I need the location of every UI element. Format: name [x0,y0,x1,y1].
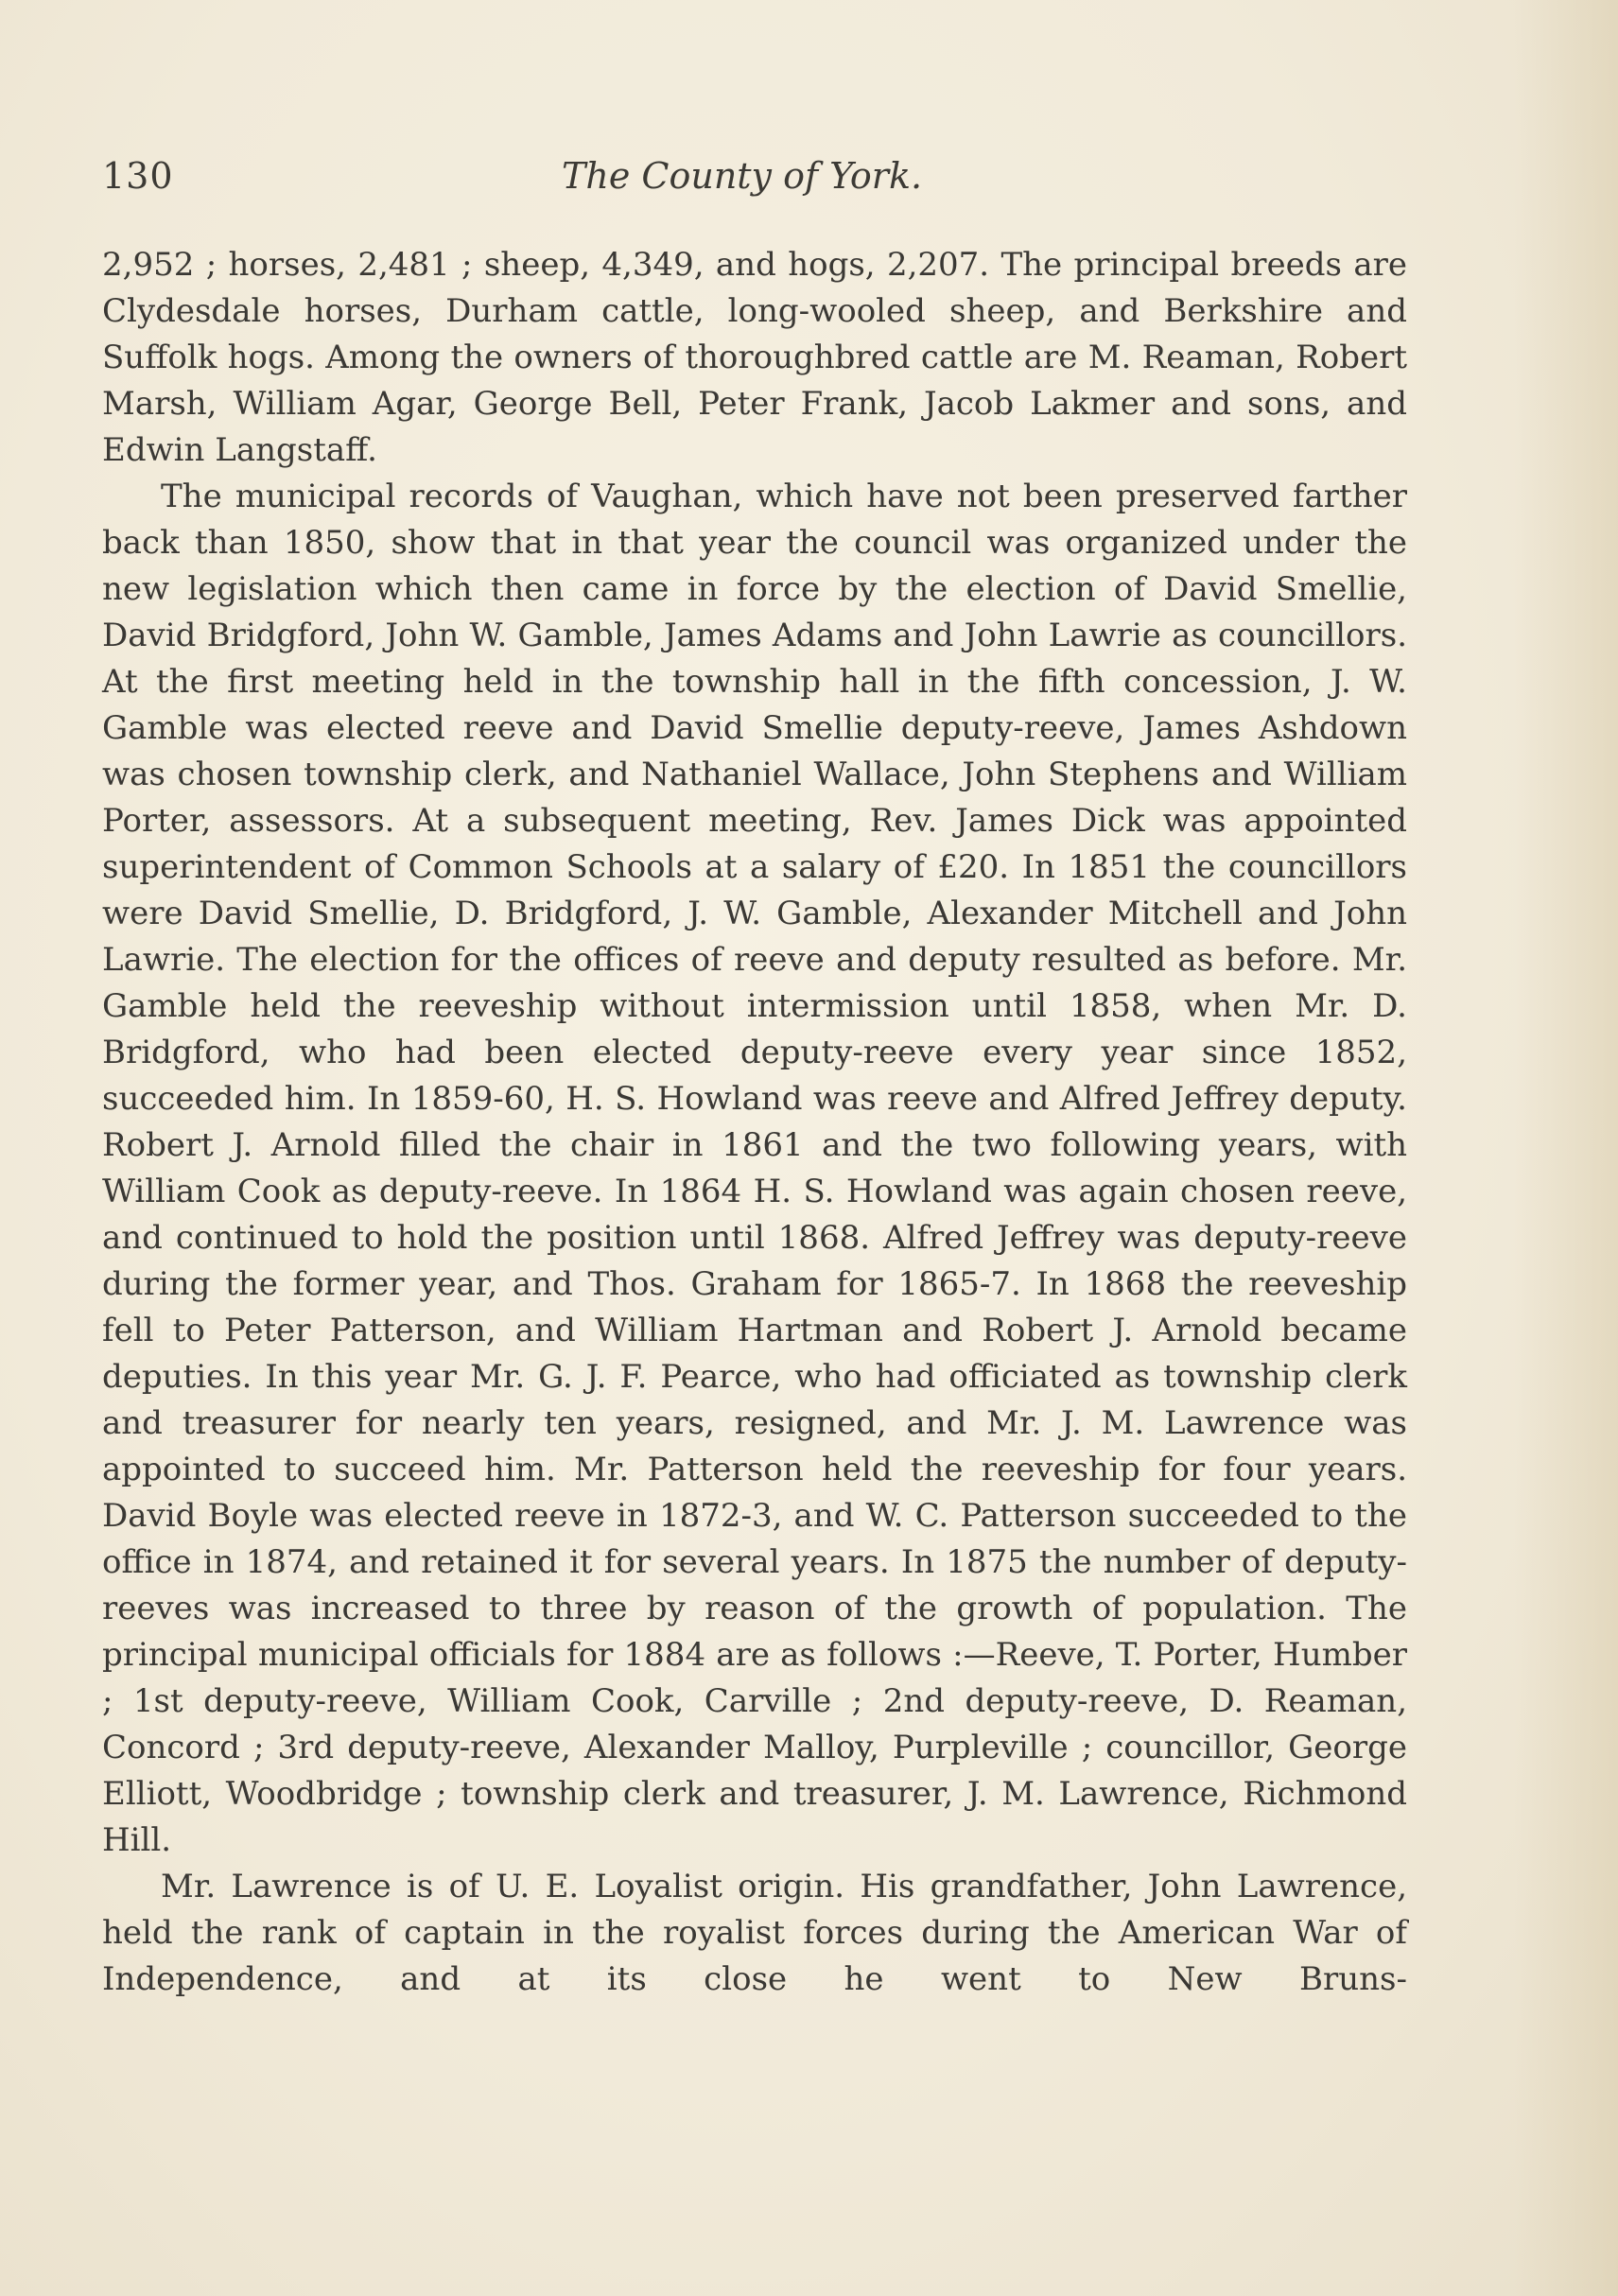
running-title: The County of York. [562,155,923,197]
page-edge-shading [1514,0,1618,2296]
paragraph-municipal-records: The municipal records of Vaughan, which have not been preserved farther back than 1850, show that in that year the council was organized under the new legislation which then came in force by the election of David Smellie, David Bridgford, John W. Gamble, James Adams and John Lawrie as councillors. At the first meeting held in the township hall in the fifth concession, J. W. Gamble was elected reeve and David Smellie deputy-reeve, James Ashdown was chosen township clerk, and Nathaniel Wallace, John Stephens and William Porter, assessors. At a subsequent meeting, Rev. James Dick was appointed superintendent of Common Schools at a salary of £20. In 1851 the councillors were David Smellie, D. Bridgford, J. W. Gamble, Alexander Mitchell and John Lawrie. The election for the offices of reeve and deputy resulted as before. Mr. Gamble held the reeveship without intermission until 1858, when Mr. D. Bridgford, who had been elected deputy-reeve every year since 1852, succeeded him. In 1859-60, H. S. Howland was reeve and Alfred Jeffrey deputy. Robert J. Arnold filled the chair in 1861 and the two following years, with William Cook as deputy-reeve. In 1864 H. S. Howland was again chosen reeve, and continued to hold the position until 1868. Alfred Jeffrey was deputy-reeve during the former year, and Thos. Graham for 1865-7. In 1868 the reeveship fell to Peter Patterson, and William Hartman and Robert J. Arnold became deputies. In this year Mr. G. J. F. Pearce, who had officiated as township clerk and treasurer for nearly ten years, resigned, and Mr. J. M. Lawrence was appointed to succeed him. Mr. Patterson held the reeveship for four years. David Boyle was elected reeve in 1872-3, and W. C. Patterson succeeded to the office in 1874, and retained it for several years. In 1875 the number of deputy-reeves was increased to three by reason of the growth of population. The principal municipal officials for 1884 are as follows :—Reeve, T. Porter, Humber ; 1st deputy-reeve, William Cook, Carville ; 2nd deputy-reeve, D. Reaman, Concord ; 3rd deputy-reeve, Alexander Malloy, Purpleville ; councillor, George Elliott, Woodbridge ; township clerk and treasurer, J. M. Lawrence, Richmond Hill. [102,478,1407,1859]
body-text [102,242,1407,2003]
page-number: 130 [102,155,174,197]
page-header [102,149,1417,206]
paragraph-lawrence: Mr. Lawrence is of U. E. Loyalist origin. His grandfather, John Lawrence, held the rank of captain in the royalist forces during the American War of Independence, and at its close he went to New Bruns- [102,1868,1407,1998]
paragraph-livestock: 2,952 ; horses, 2,481 ; sheep, 4,349, and hogs, 2,207. The principal breeds are Clydesdale horses, Durham cattle, long-wooled sheep, and Berkshire and Suffolk hogs. Among the owners of thoroughbred cattle are M. Reaman, Robert Marsh, William Agar, George Bell, Peter Frank, Jacob Lakmer and sons, and Edwin Langstaff. [102,246,1407,469]
